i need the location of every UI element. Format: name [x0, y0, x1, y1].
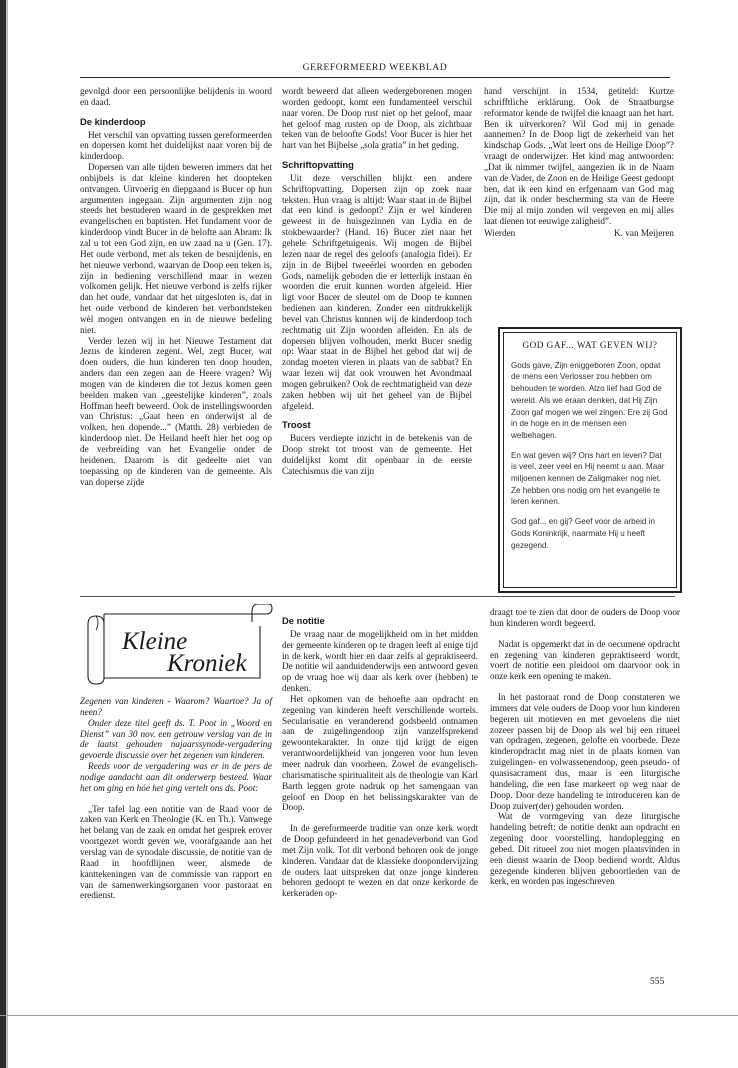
- kroniek-word-1: Kleine: [122, 628, 188, 655]
- running-header: GEREFORMEERD WEEKBLAD: [302, 63, 448, 73]
- paragraph: „Ter tafel lag een notitie van de Raad voor de zaken van Kerk en Theologie (K. en Th.). Vanwege het belang van de zaak en omdat het gesprek erover voortgezet wordt geven we, voorafgaande aan het verslag van de synodale discussie, de notitie van de Raad in hoofdlijnen weer, alsmede de kanttekeningen van de commissie van rapport en van de samenwerkingsorganen voor pastoraat en eredienst.: [80, 803, 272, 901]
- signature-place: Wierden: [484, 227, 516, 238]
- box-title: GOD GAF... WAT GEVEN WIJ?: [522, 340, 658, 350]
- column-3: [484, 86, 674, 239]
- paragraph: Bucers verdiepte inzicht in de betekenis van de Doop strekt tot troost van de gemeente. Het duidelijkst komt dit openbaar in de eerste Catechismus die van zijn: [282, 433, 472, 476]
- paragraph: In het pastoraat rond de Doop constateren we immers dat vele ouders de Doop voor hun kinderen begeren uit motieven en met gevoelens die niet zozeer passen bij de Doop als wel bij een ritueel van opdragen, zegenen, gelofte en voorbede. Deze kinderopdracht mag niet in de plaats komen van zuigelingen- en volwassenendoop, geen pseudo- of quasisacrament dus, maar is een liturgische handeling, die een fase markeert op weg naar de Doop. Door deze handeling te introduceren kan de Doop zuiver(der) gehouden worden.: [490, 692, 680, 811]
- lower-column-2: [282, 607, 478, 899]
- paragraph: wordt beweerd dat alleen wedergeborenen mogen worden gedoopt, komt een fundamenteel verschil naar voren. De Doop rust niet op het geloof, maar het geloof mag rusten op de Doop, als zichtbaar teken van de beloofte Gods! Voor Bucer is hier het hart van het Bijbelse „sola gratia” in het geding.: [282, 86, 472, 151]
- kleine-kroniek-banner: [82, 604, 274, 686]
- paragraph: Zegenen van kinderen - Waarom? Waartoe? Ja of neen?: [80, 696, 272, 717]
- bottom-rule: [0, 1015, 738, 1016]
- column-1: [80, 86, 272, 487]
- paragraph: draagt toe te zien dat door de ouders de Doop voor hun kinderen wordt begeerd.: [490, 607, 680, 628]
- box-paragraph: God gaf... en gij? Geef voor de arbeid in Gods Koninkrijk, naarmate Hij u heeft gezegend.: [511, 517, 655, 550]
- kroniek-word-2: Kroniek: [167, 650, 247, 677]
- paragraph: Wat de vormgeving van deze liturgische handeling betreft: de notitie denkt aan opdracht en zegening door voorstelling, handoplegging en gebed. Dit ritueel zou niet mogen plaatsvinden in een dienst waarin de Doop bediend wordt. Aldus gezegende kinderen blijven geboortleden van de kerk, en worden pas ingeschreven: [490, 811, 680, 887]
- column-3-text: [484, 86, 674, 227]
- paragraph: Het opkomen van de behoefte aan opdracht en zegening van kinderen heeft verschillende wortels. Secularisatie en veranderend godsbeeld ontnamen aan de zuigelingendoop zijn vanzelfsprekend gewoontekarakter. In onze tijd krijgt de eigen verantwoordelijkheid van jongeren voor hun leven meer nadruk dan voorheen. Zowel de evangelisch-charismatische spiritualiteit als de theologie van Karl Barth leggen grote nadruk op het samengaan van geloof en Doop en het belissingskarakter van de Doop.: [282, 693, 478, 813]
- paragraph: gevolgd door een persoonlijke belijdenis in woord en daad.: [80, 86, 272, 107]
- column-2: [282, 86, 472, 477]
- paragraph: Onder deze titel geeft ds. T. Poot in „Woord en Dienst” van 30 nov. een getrouw verslag van de in de laatst gehouden najaarssynode-vergadering gevoerde discussie over het zegenen van kinderen.: [80, 717, 272, 761]
- paragraph: De vraag naar de mogelijkheid om in het midden der gemeente kinderen op te dragen leeft al enige tijd in de kerk, wordt hier en daar zelfs al gepraktiseerd. De notitie wil aanduidenderwijs een antwoord geven op de vraag hoe wij daar als kerk over (hebben) te denken.: [282, 628, 478, 694]
- section-heading: Schriftopvatting: [282, 159, 354, 171]
- section-heading: Troost: [282, 419, 311, 431]
- paragraph: Reeds voor de vergadering was er in de pers de nodige aandacht aan dit onderwerp besteed. Waar het om ging en hóe het ging vertelt ons ds. Poot:: [80, 761, 272, 793]
- section-divider: [80, 596, 675, 597]
- paragraph: hand verschijnt in 1534, getiteld: Kurtze schrifftliche erklärung. Ook de Straatburgse reformator kende de twijfel die knaagt aan het hart. Ben ik uitverkoren? Wil God mij in genade aannemen? In de Doop ligt de zekerheid van het kindschap Gods. „Wat leert ons de Heilige Doop”? vraagt de onderwijzer. Het kind mag antwoorden: „Dat ik nimmer twijfel, aangezien ik in de Naam van de Vader, de Zoon en de Heilige Geest gedoopt ben, dat ik een kind en erfgenaam van God mag zijn, dat ik onder bescherming sta van de Heere Die mij al mijn zonden wil vergeven en mij alles laat dienen tot eeuwige zaligheid”.: [484, 86, 674, 227]
- section-heading: De kinderdoop: [80, 115, 146, 127]
- signature: [484, 228, 674, 239]
- god-gaf-box-inner: [503, 332, 677, 588]
- box-paragraph: Gods gave, Zijn eniggeboren Zoon, opdat de mens een Verlosser zou hebben om behouden te worden. Alzo lief had God de wereld. Als we eraan denken, dat Hij Zijn Zoon gaf mogen we wel zingen: Ere zij God in de hoge en in de mensen een welbehagen.: [511, 360, 668, 440]
- paragraph: Dopersen van alle tijden beweren immers dat het onbijbels is dat kleine kinderen het doopteken ontvangen. Uitvoerig en diepgaand is Bucer op hun argumenten ingegaan. Zijn argumenten zijn nog steeds het bestuderen waard in de gesprekken met evangelischen en baptisten. Het fundament voor de kinderdoop vindt Bucer in de belofte aan Abram: Ik zal u tot een God zijn, en uw zaad na u (Gen. 17). Het oude verbond, met als teken de besnijdenis, en het nieuwe verbond, waarvan de Doop een teken is, zijn in bediening verschillend maar in wezen volkomen gelijk. Het nieuwe verbond is zelfs rijker dan het oude, vandaar dat het uitgesloten is, dat in het oude verbond de kinderen het verbondsteken wèl mogen ontvangen en in de nieuwe bedeling niet.: [80, 162, 272, 335]
- paragraph: Nadat is opgemerkt dat in de oecumene opdracht en zegening van kinderen gepraktiseerd wordt, voert de notitie een pleidooi om daarvoor ook in onze kerk een opening te maken.: [490, 638, 680, 682]
- signature-author: K. van Meijeren: [614, 227, 674, 238]
- box-paragraph: En wat geven wij? Ons hart en leven? Dat is veel, zeer veel en Hij neemt u aan. Maar miljoenen kennen de Zaligmaker nog niet. Ze hebben ons nodig om het evangelie te leren kennen.: [511, 450, 665, 507]
- lower-column-1: [80, 696, 272, 901]
- scan-edge-shadow: [6, 0, 8, 1068]
- paragraph: Uit deze verschillen blijkt een andere Schriftopvatting. Dopersen zijn op zoek naar teksten. Hun vraag is altijd: Waar staat in de Bijbel dat een kind is gedoopt? Zijn er wel kinderen geweest in de huisgezinnen van Lydia en de stokbewaarder? (Hand. 16) Bucer ziet naar het gehele Schriftgetuigenis. Wij mogen de Bijbel lezen naar de regel des geloofs (analogia fidei). Er zijn in de Bijbel tweeërlei woorden en geboden Gods, namelijk geboden die er letterlijk instaan èn woorden die eruit kunnen worden afgeleid. Hier ligt voor Bucer de sleutel om de Doop te kunnen bedienen aan kinderen. Zonder een uitdrukkelijk bevel van Christus kunnen wij de kinderdoop toch rechtmatig uit Zijn woorden afleiden. En als de dopersen blijven volhouden, merkt Bucer snedig op: Waar staat in de Bijbel het gebod dat wij de zondag moeten vieren in plaats van de sabbat? En waar lezen wij dat ook vrouwen het Avondmaal mogen gebruiken? Ook de rechtmatigheid van deze zaken hebben wij uit het geheel van de Bijbel afgeleid.: [282, 172, 472, 411]
- paragraph: Het verschil van opvatting tussen gereformeerden en dopersen komt het duidelijkst naar voren bij de kinderdoop.: [80, 129, 272, 162]
- paragraph: In de gereformeerde traditie van onze kerk wordt de Doop gefundeerd in het genadeverbond van God met Zijn volk. Tot dit verbond behoren ook de jonge kinderen. Vandaar dat de klassieke doopondervijzing de ouders laat uitspreken dat onze jonge kinderen behoren gedoopt te wezen en dat onze kerkorde de kerkeraden op-: [282, 823, 478, 899]
- paragraph: Verder lezen wij in het Nieuwe Testament dat Jezus de kinderen zegent. Wel, zegt Bucer, wat doen ouders, die hun kinderen ten doop houden, anders dan een zegen aan de Heere vragen? Wij mogen van de kinderen die tot Jezus komen geen beelden maken van „geestelijke kinderen”, zoals Hoffman heeft beweerd. Ook de instellingswoorden van Christus: „Gaat heen en onderwijst al de volken, hen dopende...” (Matth. 28) verbieden de kinderdoop niet. De Heiland heeft hier het oog op de verbreiding van het Evangelie onder de heidenen. Daarom is dit gedeelte niet van toepassing op de kinderen van de gemeente. Als van doperse zijde: [80, 335, 272, 487]
- page-number: 555: [650, 977, 665, 987]
- header-rule: [80, 77, 670, 78]
- lower-column-3: [490, 607, 680, 887]
- god-gaf-box: [498, 327, 682, 593]
- section-heading: De notitie: [282, 615, 325, 626]
